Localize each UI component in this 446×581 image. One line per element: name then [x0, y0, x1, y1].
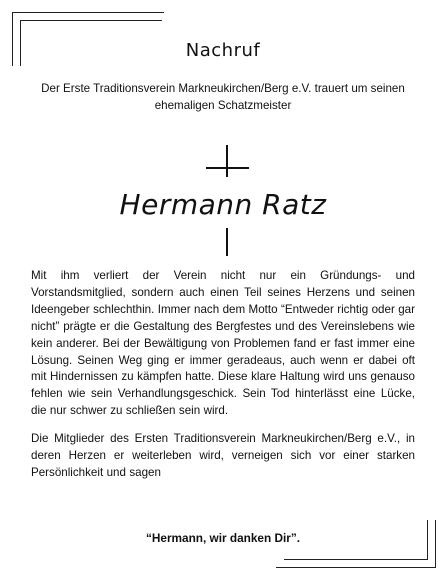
page-title: Nachruf	[185, 40, 261, 61]
closing-quote: “Hermann, wir danken Dir”.	[145, 531, 301, 545]
cross-icon-vertical	[226, 145, 228, 177]
tribute-paragraph-2: Die Mitglieder des Ersten Traditionsverein Markneukirchen/Berg e.V., in deren Herzen er weiterleben wird, verneigen sich vor einer starken Persönlichkeit und sagen	[31, 432, 415, 479]
frame-bottom-right-outer-horizontal	[276, 567, 436, 568]
frame-top-left-outer-horizontal	[12, 12, 164, 13]
divider-mark	[226, 228, 228, 256]
intro-text: Der Erste Traditionsverein Markneukirchen/Berg e.V. trauert um seinen ehemaligen Schatzmeister	[41, 82, 405, 112]
frame-top-left-inner-horizontal	[20, 20, 162, 21]
deceased-name: Hermann Ratz	[119, 188, 327, 221]
tribute-paragraph-1: Mit ihm verliert der Verein nicht nur ein Gründungs- und Vorstandsmitglied, sondern auch einen Teil seines Herzens und seinen Ideengeber schlechthin. Immer nach dem Motto “Entweder richtig oder gar nicht” prägte er die Gestaltung des Bergfestes und des Vereinslebens wie kein anderer. Bei der Bewältigung von Problemen fand er fast immer eine Lösung. Seinen Weg ging er immer geradeaus, auch wenn er dabei oft mit Hindernissen zu kämpfen hatte. Diese klare Haltung wird uns genauso fehlen wie sein Verhandlungsgeschick. Sein Tod hinterlässt eine Lücke, die nur schwer zu schließen sein wird.	[31, 269, 415, 418]
cross-icon-horizontal	[206, 167, 249, 169]
frame-bottom-right-inner-horizontal	[284, 559, 428, 560]
